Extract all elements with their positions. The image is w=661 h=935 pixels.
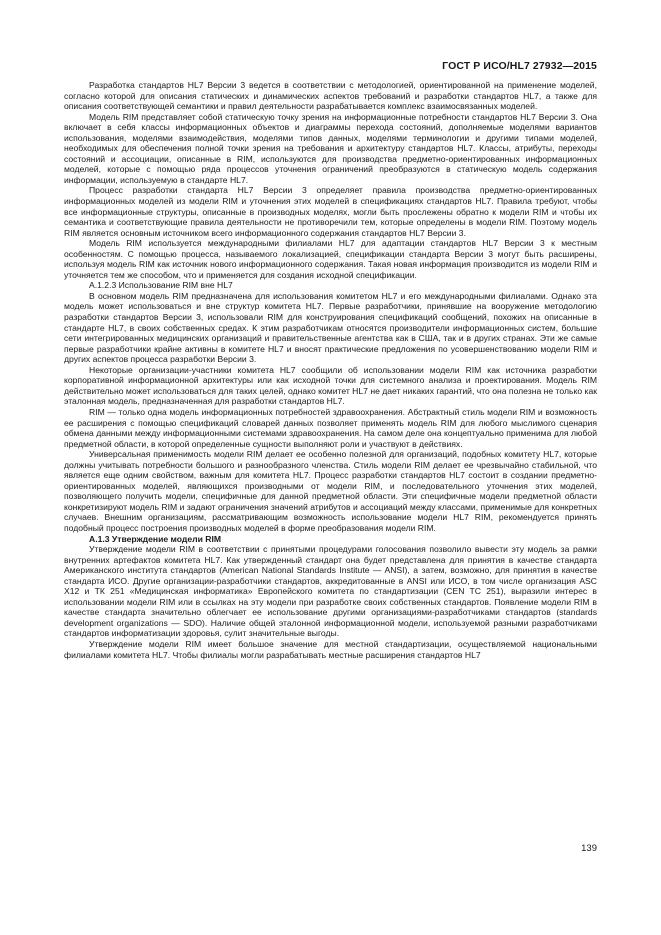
paragraph-rim-approval: Утверждение модели RIM в соответствии с принятыми процедурами голосования позволило вывести эту модель за рамки внутренних артефактов комитета HL7. Как утвержденный стандарт она будет представлена для принятия в качестве стандарта Американского института стандартов (American National Standards Institute — ANSI), а затем, возможно, для принятия в качестве стандарта ИСО. Другие организации-разработчики стандартов, аккредитованные в ANSI или ИСО, в том числе организация ASC X12 и ТК 251 «Медицинская информатика» Европейского комитета по стандартизации (CEN TC 251), выразили интерес в использовании модели RIM или в ссылках на эту модели при разработке своих собственных стандартов. Появление модели RIM в качестве стандарта значительно облегчает ее использование другими организациями-разработчиками стандартов (standards development organizations — SDO). Наличие общей эталонной информационной модели, используемой разными разработчиками стандартов информатизации здоровья, сулит значительные выгоды. — [64, 544, 597, 639]
page-number: 139 — [581, 843, 597, 854]
paragraph-universal-applicability: Универсальная применимость модели RIM делает ее особенно полезной для организаций, подобных комитету HL7, которые должны учитывать потребности большого и разнообразного членства. Стиль модели RIM делает ее чрезвычайно стабильной, что является еще одним свойством, важным для комитета HL7. Процесс разработки стандартов HL7 состоит в создании предметно-ориентированных моделей, являющихся производными от модели RIM, и последовательного уточнения этих моделей, позволяющего получить модели, специфичные для данной предметной области. Эти специфичные модели предметной области конкретизируют модель RIM и задают ограничения значений атрибутов и ассоциаций между классами, применимые для конкретных случаев. Внешним организациям, рассматривающим возможность использование модели HL7 RIM, рекомендуется принять подобный процесс построения производных моделей в форме преобразования модели RIM. — [64, 449, 597, 533]
paragraph-development-process: Процесс разработки стандарта HL7 Версии 3 определяет правила производства предметно-ориентированных информационных моделей из модели RIM и уточнения этих моделей в спецификациях стандартов HL7. Правила требуют, чтобы все информационные структуры, описанные в производных моделях, могли быть прослежены обратно к модели RIM и чтобы их семантика и соответствующие правила деятельности не противоречили тем, которые определены в модели RIM. Поэтому модель RIM является основным источником всего информационного содержания стандартов HL7 Версии 3. — [64, 185, 597, 238]
document-body — [64, 80, 597, 660]
section-heading-rim-approval: А.1.3 Утверждение модели RIM — [89, 533, 222, 544]
paragraph-localization: Модель RIM используется международными филиалами HL7 для адаптации стандартов HL7 Версии 3 к местным особенностям. С помощью процесса, называемого локализацией, спецификации стандарта Версии 3 могут быть расширены, используя модель RIM как источник нового информационного содержания. Такая новая информация производится из модели RIM и уточняется тем же способом, что и применяется для создания исходной спецификации. — [64, 238, 597, 280]
standard-header: ГОСТ Р ИСО/HL7 27932—2015 — [442, 60, 597, 72]
paragraph-rim-static-view: Модель RIM представляет собой статическую точку зрения на информационные потребности стандартов HL7 Версии 3. Она включает в себя классы информационных объектов и диаграммы перехода состояний, дополняемые моделями вариантов использования, моделями взаимодействия, моделями типов данных, моделями терминологии и другими типами моделей, необходимых для обеспечения полной точки зрения на требования и архитектуру стандартов HL7. Классы, атрибуты, переходы состояний и ассоциации, описанные в RIM, используются для производства предметно-ориентированных информационных моделей, которые с помощью ряда процессов уточнения ограничений преобразуются в статическую модель содержания информации, используемую в стандарте HL7. — [64, 111, 597, 185]
paragraph-local-standardization: Утверждение модели RIM имеет большое значение для местной стандартизации, осуществляемой национальными филиалами комитета HL7. Чтобы филиалы могли разрабатывать местные расширения стандартов HL7 — [64, 638, 597, 660]
subsection-heading-rim-outside-hl7: А.1.2.3 Использование RIM вне HL7 — [89, 280, 233, 291]
paragraph-rim-one-model: RIM — только одна модель информационных потребностей здравоохранения. Абстрактный стиль модели RIM и возможность ее расширения с помощью спецификаций словарей данных позволяет применять модель RIM для любого мыслимого сценария обмена данными между информационными системами здравоохранения. На самом деле она концептуально применима для любой предметной области, в которой определенные сущности выполняют роли и участвуют в действиях. — [64, 406, 597, 449]
paragraph-rim-usage: В основном модель RIM предназначена для использования комитетом HL7 и его международными филиалами. Однако эта модель может использоваться и вне структур комитета HL7. Первые разработчики, принявшие на вооружение методологию разработки стандартов Версии 3, использовали RIM для конструирования спецификаций сообщений, похожих на описанные в стандарте HL7, в своих собственных средах. К этим разработчикам относятся производители информационных систем, большие сети интегрированных медицинских организаций и правительственные агентства как в США, так и в других странах. Эти же самые первые разработчики крайне активны в комитете HL7 и вносят практические предложения по усовершенствованию модели RIM и других аспектов процесса разработки Версии 3. — [64, 290, 597, 365]
paragraph-enterprise-architecture: Некоторые организации-участники комитета HL7 сообщили об использовании модели RIM как источника разработки корпоративной информационной архитектуры или как исходной точки для системного анализа и проектирования. Модель RIM действительно может использоваться для таких целей, однако комитет HL7 не дает никаких гарантий, что она полезна не только как эталонная модель, предназначенная для разработки стандартов HL7. — [64, 364, 597, 407]
paragraph-intro: Разработка стандартов HL7 Версии 3 ведется в соответствии с методологией, ориентированной на применение моделей, согласно которой для описания статических и динамических аспектов требований и разработки стандартов HL7, а также для описания соответствующей семантики и правил деятельности разрабатывается комплекс взаимосвязанных моделей. — [64, 80, 597, 112]
